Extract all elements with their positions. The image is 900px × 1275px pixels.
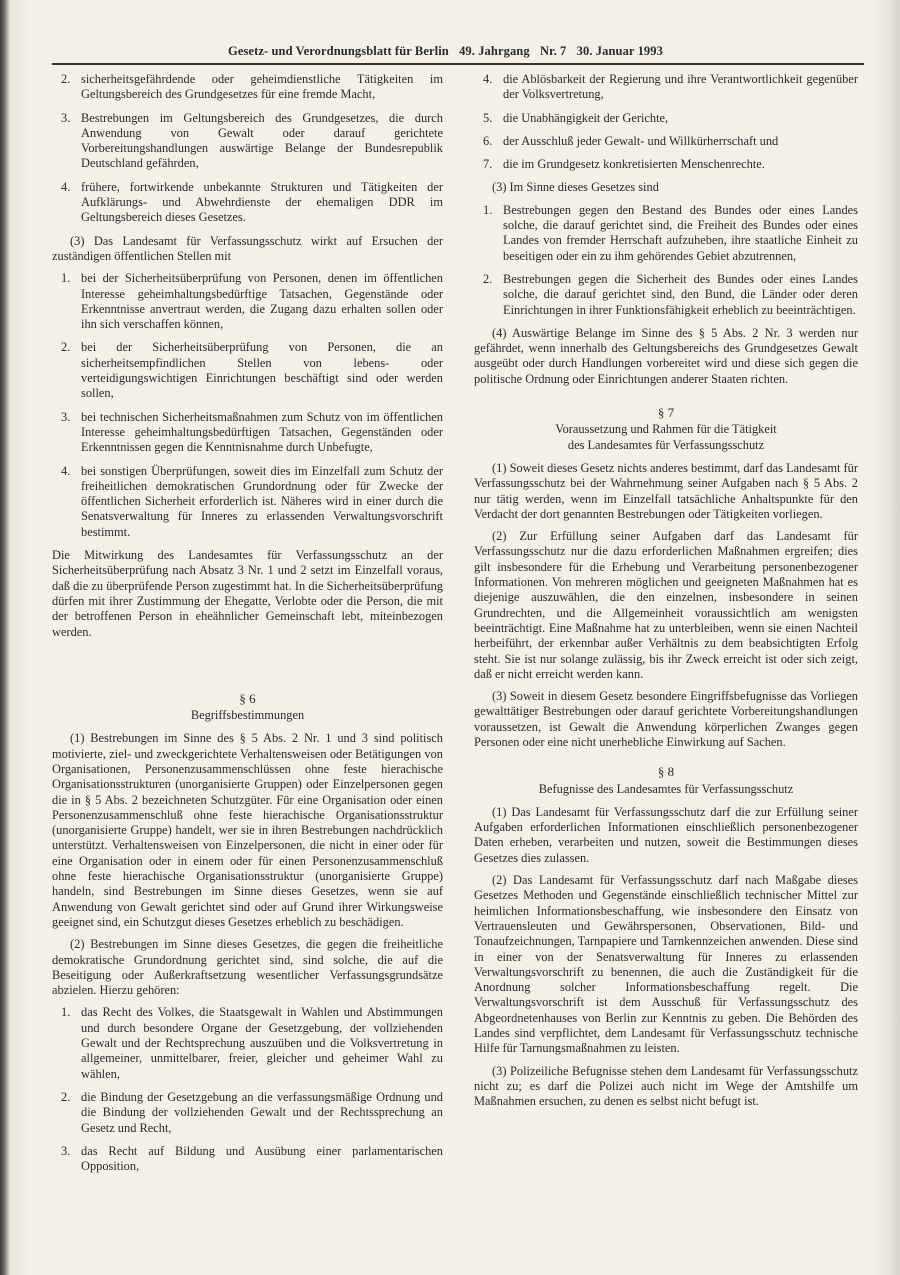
item-text: frühere, fortwirkende unbekannte Strukturen und Tätigkeiten der Aufklärungs- und Abwehrdienste der ehemaligen DDR im Geltungsbereich dieses Gesetzes. <box>81 179 443 225</box>
section-title-line2: des Landesamtes für Verfassungsschutz <box>567 437 765 452</box>
item-text: bei der Sicherheitsüberprüfung von Personen, denen im öffentlichen Interesse geheimhaltungsbedürftige Tatsachen, Gegenstände oder Erkenntnisse anvertraut werden, die Zugang dazu erhalten sollen oder ihn sich verschaffen können, <box>81 271 443 332</box>
item-text: Bestrebungen im Geltungsbereich des Grundgesetzes, die durch Anwendung von Gewalt oder darauf gerichtete Vorbereitungshandlungen auswärtige Belange der Bundesrepublik Deutschland gefährden, <box>81 110 443 171</box>
list-items-d <box>474 72 858 172</box>
list-item <box>474 134 858 149</box>
section-number: § 6 <box>239 690 256 706</box>
paragraph: (3) Im Sinne dieses Gesetzes sind <box>492 180 659 195</box>
item-number: 2. <box>61 72 71 86</box>
paragraph: (2) Bestrebungen im Sinne dieses Gesetzes, die gegen die freiheitliche demokratische Grundordnung gerichtet sind, sind solche, die auf die Beseitigung oder Außerkraftsetzung wesentlicher Verfassungsgrundsätze abzielen. Hierzu gehören: <box>52 937 443 998</box>
paragraph: (1) Bestrebungen im Sinne des § 5 Abs. 2 Nr. 1 und 3 sind politisch motivierte, ziel- und zweckgerichtete Verhaltensweisen oder Betätigungen von Organisationen, Personenzusammenschlüssen ohne feste hierachische Organisationsstrukturen (unorganisierte Gruppen) oder Einzelpersonen gegen die in § 5 Abs. 2 bezeichneten Schutzgüter. Für eine Organisation oder einen Personenzusammenschluß ohne feste hierachische Organisationsstruktur (unorganisierte Gruppe) handelt, wer sie in ihren Bestrebungen nachdrücklich unterstützt. Verhaltensweisen von Einzelpersonen, die nicht in einer oder für eine Organisation oder in einem oder für einen Personenzusammenschluß ohne feste hierachische Organisationsstruktur (unorganisierte Gruppe) handeln, sind Bestrebungen im Sinne dieses Gesetzes, wenn sie auf Anwendung von Gewalt gerichtet sind oder auf Grund ihrer Wirkungsweise geeignet sind, ein Schutzgut dieses Gesetzes erheblich zu beschädigen. <box>52 731 443 929</box>
item-text: die Unabhängigkeit der Gerichte, <box>503 110 669 125</box>
item-text: bei der Sicherheitsüberprüfung von Personen, die an sicherheitsempfindlichen Stellen von lebens- oder verteidigungswichtigen Einrichtungen beschäftigt sind oder werden sollen, <box>81 340 443 401</box>
list-item <box>52 410 443 456</box>
item-text: sicherheitsgefährdende oder geheimdienstliche Tätigkeiten im Geltungsbereich des Grundgesetzes für eine fremde Macht, <box>81 72 443 102</box>
item-number: 4. <box>61 179 71 194</box>
list-item <box>52 111 443 172</box>
list-items-a <box>52 72 443 226</box>
page-header <box>228 44 698 59</box>
paragraph: (1) Soweit dieses Gesetz nichts anderes bestimmt, darf das Landesamt für Verfassungsschutz bei der Wahrnehmung seiner Aufgaben nach § 5 Abs. 2 nur tätig werden, wenn im Einzelfall tatsächliche Anhaltspunkte für den Verdacht der dort genannten Bestrebungen oder Tätigkeiten vorliegen. <box>474 460 858 521</box>
item-number: 1. <box>61 271 71 286</box>
item-text: bei sonstigen Überprüfungen, soweit dies im Einzelfall zum Schutz der freiheitlichen demokratischen Grundordnung oder für Zwecke der öffentlichen Sicherheit erforderlich ist. Näheres wird in einer durch die Senatsverwaltung für Inneres zu erlassenden Verwaltungsvorschrift bestimmt. <box>81 463 443 539</box>
item-text: Bestrebungen gegen den Bestand des Bundes oder eines Landes solche, die darauf gerichtet sind, die Freiheit des Bundes oder eines Landes von fremder Herrschaft aufzuheben, ihre staatliche Einheit zu beseitigen oder ein zu ihm gehörendes Gebiet abzutrennen, <box>503 202 858 263</box>
list-item <box>474 111 858 126</box>
item-number: 3. <box>61 409 71 424</box>
list-item <box>52 340 443 401</box>
header-rule <box>52 63 864 65</box>
list-item <box>52 180 443 226</box>
item-number: 1. <box>61 1005 71 1020</box>
list-item <box>474 272 858 318</box>
item-number: 7. <box>483 157 493 172</box>
item-number: 5. <box>483 110 493 125</box>
item-text: das Recht auf Bildung und Ausübung einer parlamentarischen Opposition, <box>81 1143 443 1174</box>
item-number: 3. <box>61 1143 71 1158</box>
list-item <box>52 271 443 332</box>
list-item <box>52 1090 443 1136</box>
paragraph: (4) Auswärtige Belange im Sinne des § 5 Abs. 2 Nr. 3 werden nur gefährdet, wenn innerhalb des Geltungsbereichs des Grundgesetzes Gewalt ausgeübt oder durch Handlungen vorbereitet wird und diese sich gegen die politische Ordnung oder Einrichtungen anderer Staaten richten. <box>474 325 858 386</box>
item-number: 4. <box>483 72 493 86</box>
item-text: die Bindung der Gesetzgebung an die verfassungsmäßige Ordnung und die Bindung der vollziehenden Gewalt und der Rechtssprechung an Gesetz und Recht, <box>81 1089 443 1135</box>
list-item <box>474 203 858 264</box>
item-number: 6. <box>483 133 493 148</box>
section-title: Befugnisse des Landesamtes für Verfassungsschutz <box>538 781 794 796</box>
item-text: Bestrebungen gegen die Sicherheit des Bundes oder eines Landes solche, die darauf gerichtet sind, den Bund, die Länder oder deren Einrichtungen in ihrer Funktionsfähigkeit erheblich zu beeinträchtigen. <box>503 271 858 317</box>
list-item <box>52 464 443 540</box>
item-number: 4. <box>61 463 71 478</box>
list-item <box>474 157 858 172</box>
left-column <box>52 72 443 1182</box>
item-number: 3. <box>61 110 71 125</box>
item-number: 2. <box>483 271 493 286</box>
list-item <box>474 72 858 103</box>
item-number: 2. <box>61 1089 71 1104</box>
paragraph: (3) Soweit in diesem Gesetz besondere Eingriffsbefugnisse das Vorliegen gewalttätiger Bestrebungen oder darauf gerichtete Vorbereitungshandlungen voraussetzen, ist Gewalt die Anwendung körperlichen Zwanges gegen Personen oder eine nicht unerhebliche Einwirkung auf Sachen. <box>474 689 858 749</box>
list-items-e <box>474 203 858 318</box>
section-title: Begriffsbestimmungen <box>190 708 305 723</box>
item-text: bei technischen Sicherheitsmaßnahmen zum Schutz von im öffentlichen Interesse geheimhaltungsbedürftigen Tatsachen, Gegenständen oder Erkenntnissen gegen die Kenntnisnahme durch Unbefugte, <box>81 409 443 455</box>
section-number: § 7 <box>657 405 675 421</box>
paragraph: (3) Das Landesamt für Verfassungsschutz wirkt auf Ersuchen der zuständigen öffentlichen Stellen mit <box>52 233 443 263</box>
paragraph: (2) Das Landesamt für Verfassungsschutz darf nach Maßgabe dieses Gesetzes Methoden und Gegenstände einschließlich technischer Mittel zur heimlichen Informationsbeschaffung, wie insbesondere den Einsatz von Vertrauensleuten und Gewährspersonen, Observationen, Bild- und Tonaufzeichnungen, Tarnpapiere und Tarnkennzeichen anwenden. Diese sind in einer von der Senatsverwaltung für Inneres zu erlassenden Verwaltungsvorschrift zu benennen, die auch die Zuständigkeit für die Anordnung solcher Informationsbeschaffung regelt. Die Verwaltungsvorschrift ist dem Ausschuß für Verfassungsschutz des Abgeordnetenhauses von Berlin zur Kenntnis zu geben. Die Behörden des Landes sind verpflichtet, dem Landesamt für Verfassungsschutz technische Hilfe für Tarnungsmaßnahmen zu leisten. <box>474 873 858 1056</box>
list-item <box>52 72 443 103</box>
item-number: 1. <box>483 202 493 217</box>
paragraph: (1) Das Landesamt für Verfassungsschutz darf die zur Erfüllung seiner Aufgaben erforderlichen Informationen einschließlich personenbezogener Daten erheben, verarbeiten und nutzen, soweit die Bestimmungen dieses Gesetzes dies zulassen. <box>474 804 858 865</box>
header-volume: 49. Jahrgang <box>459 44 530 58</box>
list-item <box>52 1144 443 1175</box>
item-text: das Recht des Volkes, die Staatsgewalt in Wahlen und Abstimmungen und durch besondere Organe der Gesetzgebung, der vollziehenden Gewalt und der Rechtsprechung auszuüben und die Volksvertretung in allgemeiner, unmittelbarer, freier, gleicher und geheimer Wahl zu wählen, <box>81 1005 443 1081</box>
list-items-b <box>52 271 443 540</box>
right-column <box>474 72 858 1117</box>
item-text: die Ablösbarkeit der Regierung und ihre Verantwortlichkeit gegenüber der Volksvertretung, <box>503 72 858 102</box>
header-date: 30. Januar 1993 <box>576 44 663 58</box>
paragraph: (2) Zur Erfüllung seiner Aufgaben darf das Landesamt für Verfassungsschutz nur die dazu erforderlichen Maßnahmen ergreifen; dies gilt insbesondere für die Erhebung und Verarbeitung personenbezogener Informationen. Von mehreren möglichen und geeigneten Maßnahmen hat es diejenige auszuwählen, die den einzelnen, insbesondere in seinen Grundrechten, und die Allgemeinheit voraussichtlich am wenigsten beeinträchtigt. Eine Maßnahme hat zu unterbleiben, wenn sie einen Nachteil herbeiführt, der erkennbar außer Verhältnis zu dem beabsichtigten Erfolg steht. Sie ist nur solange zulässig, bis ihr Zweck erreicht ist oder sich zeigt, daß er nicht erreicht werden kann. <box>474 529 858 681</box>
section-number: § 8 <box>657 764 675 780</box>
list-items-c <box>52 1005 443 1174</box>
section-title: Voraussetzung und Rahmen für die Tätigkeit <box>555 422 777 437</box>
paragraph: Die Mitwirkung des Landesamtes für Verfassungsschutz an der Sicherheitsüberprüfung nach Absatz 3 Nr. 1 und 2 setzt im Einzelfall voraus, daß die zu überprüfende Person zugestimmt hat. In die Sicherheitsüberprüfung dürfen mit ihrer Zustimmung der Ehegatte, Verlobte oder die Person, die mit der betroffenen Person in eheähnlicher Gemeinschaft lebt, miteinbezogen werden. <box>52 548 443 639</box>
list-item <box>52 1005 443 1081</box>
header-title: Gesetz- und Verordnungsblatt für Berlin <box>228 44 449 58</box>
item-text: der Ausschluß jeder Gewalt- und Willkürherrschaft und <box>503 133 779 148</box>
header-number: Nr. 7 <box>539 44 567 58</box>
item-number: 2. <box>61 340 71 355</box>
paragraph: (3) Polizeiliche Befugnisse stehen dem Landesamt für Verfassungsschutz nicht zu; es darf die Polizei auch nicht im Wege der Amtshilfe um Maßnahmen ersuchen, zu denen es selbst nicht befugt ist. <box>474 1063 858 1109</box>
item-text: die im Grundgesetz konkretisierten Menschenrechte. <box>503 157 765 172</box>
